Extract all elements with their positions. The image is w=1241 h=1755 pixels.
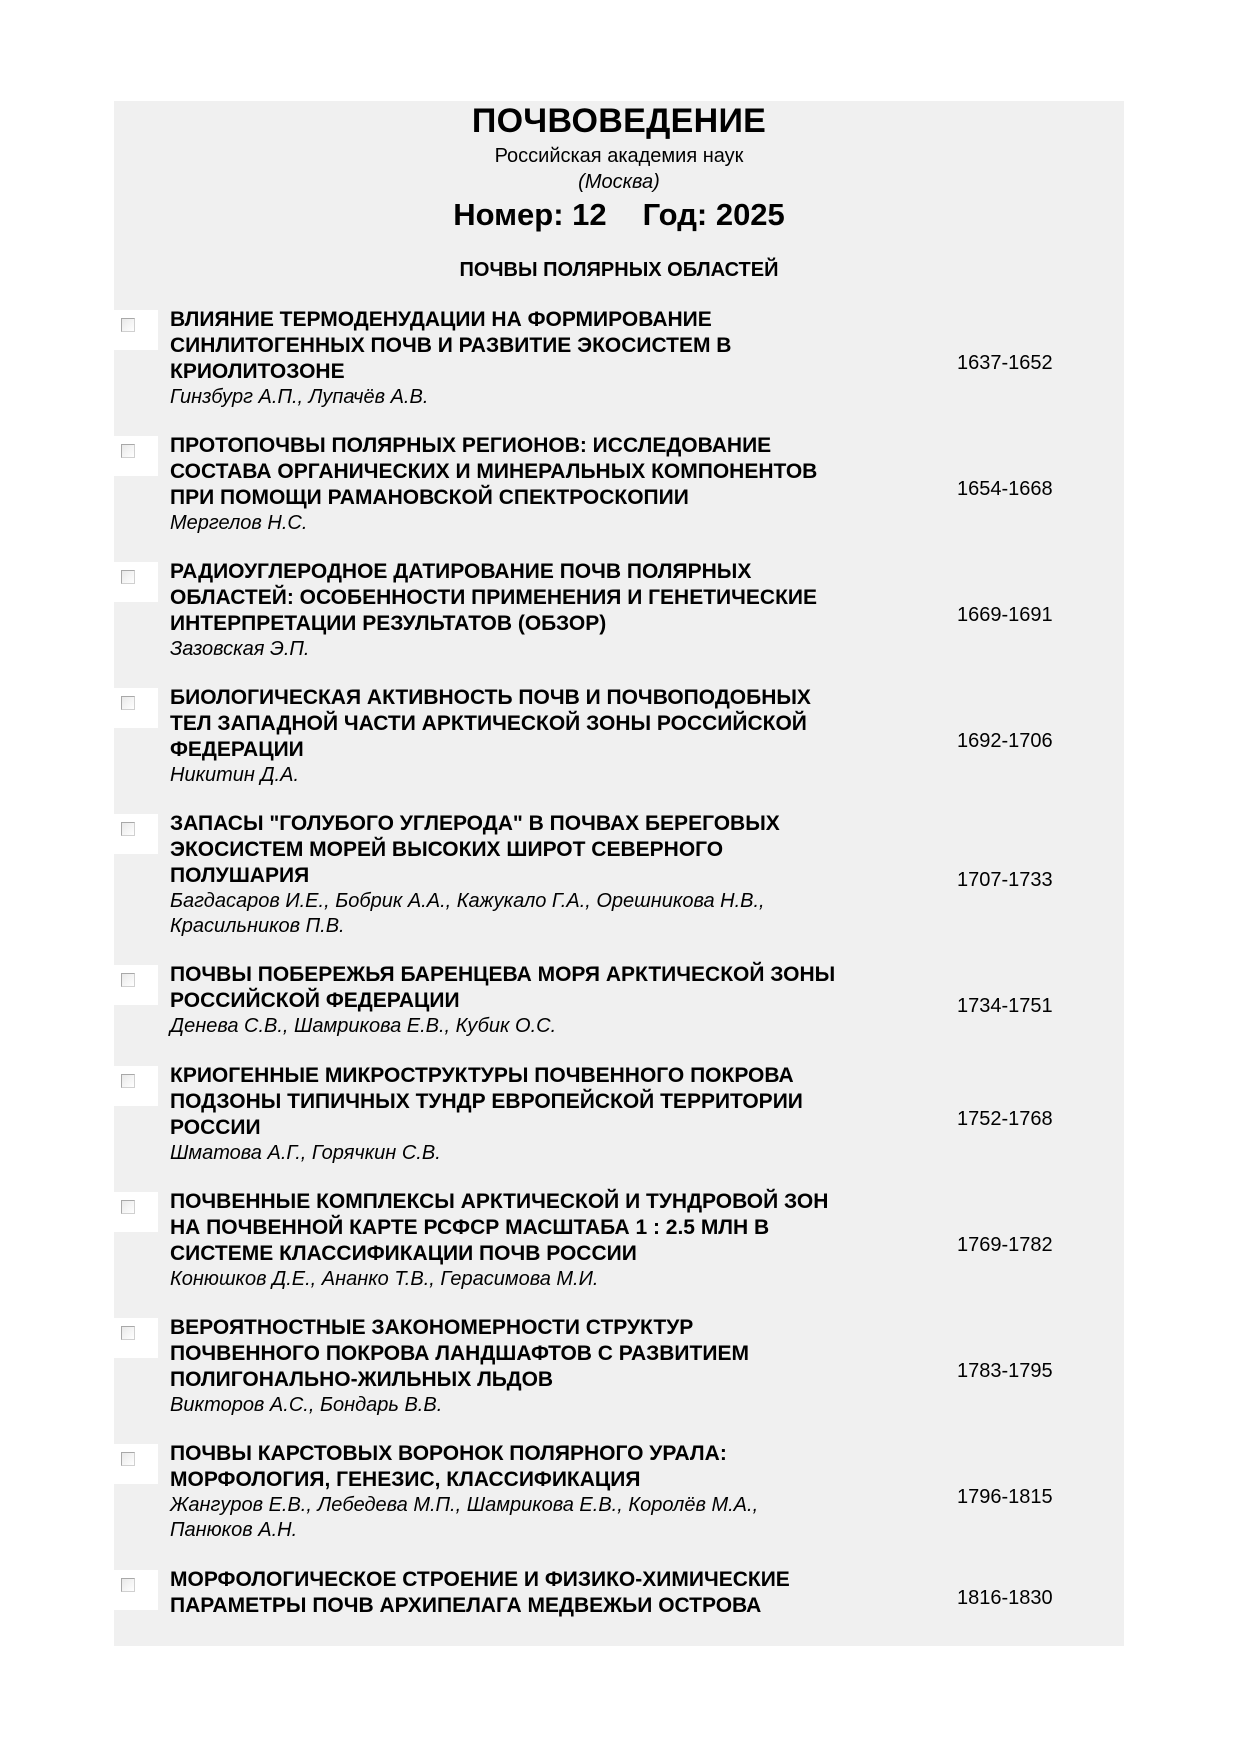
article-pages: 1707-1733 <box>957 869 1053 891</box>
article-checkbox[interactable] <box>114 814 158 854</box>
article-title[interactable]: ЗАПАСЫ "ГОЛУБОГО УГЛЕРОДА" В ПОЧВАХ БЕРЕГОВЫХ ЭКОСИСТЕМ МОРЕЙ ВЫСОКИХ ШИРОТ СЕВЕРНОГО ПОЛУШАРИЯ <box>170 812 780 887</box>
article-title[interactable]: МОРФОЛОГИЧЕСКОЕ СТРОЕНИЕ И ФИЗИКО-ХИМИЧЕСКИЕ ПАРАМЕТРЫ ПОЧВ АРХИПЕЛАГА МЕДВЕЖЬИ ОСТРОВА <box>170 1568 790 1617</box>
article-authors: Зазовская Э.П. <box>170 638 310 660</box>
issue-number: Номер: 12 <box>453 197 607 232</box>
article-authors: Жангуров Е.В., Лебедева М.П., Шамрикова Е.В., Королёв М.А., Панюков А.Н. <box>170 1494 759 1541</box>
journal-title: ПОЧВОВЕДЕНИЕ <box>471 102 767 140</box>
article-title[interactable]: БИОЛОГИЧЕСКАЯ АКТИВНОСТЬ ПОЧВ И ПОЧВОПОДОБНЫХ ТЕЛ ЗАПАДНОЙ ЧАСТИ АРКТИЧЕСКОЙ ЗОНЫ РОССИЙСКОЙ ФЕДЕРАЦИИ <box>170 686 811 761</box>
section-title: ПОЧВЫ ПОЛЯРНЫХ ОБЛАСТЕЙ <box>459 259 779 281</box>
article-pages: 1654-1668 <box>957 478 1053 500</box>
publisher: Российская академия наук <box>494 145 744 167</box>
article-title[interactable]: ПОЧВЫ ПОБЕРЕЖЬЯ БАРЕНЦЕВА МОРЯ АРКТИЧЕСКОЙ ЗОНЫ РОССИЙСКОЙ ФЕДЕРАЦИИ <box>170 963 836 1012</box>
contents-panel <box>114 101 1124 1646</box>
article-pages: 1752-1768 <box>957 1108 1053 1130</box>
article-checkbox[interactable] <box>114 965 158 1005</box>
article-pages: 1692-1706 <box>957 730 1053 752</box>
article-title[interactable]: ВЛИЯНИЕ ТЕРМОДЕНУДАЦИИ НА ФОРМИРОВАНИЕ СИНЛИТОГЕННЫХ ПОЧВ И РАЗВИТИЕ ЭКОСИСТЕМ В КРИОЛИТОЗОНЕ <box>170 308 732 383</box>
article-authors: Конюшков Д.Е., Ананко Т.В., Герасимова М.И. <box>170 1268 599 1290</box>
article-checkbox[interactable] <box>114 1066 158 1106</box>
article-pages: 1783-1795 <box>957 1360 1053 1382</box>
article-title[interactable]: ПОЧВЕННЫЕ КОМПЛЕКСЫ АРКТИЧЕСКОЙ И ТУНДРОВОЙ ЗОН НА ПОЧВЕННОЙ КАРТЕ РСФСР МАСШТАБА 1 : 2.5 МЛН В СИСТЕМЕ КЛАССИФИКАЦИИ ПОЧВ РОССИИ <box>170 1190 829 1265</box>
article-title[interactable]: РАДИОУГЛЕРОДНОЕ ДАТИРОВАНИЕ ПОЧВ ПОЛЯРНЫХ ОБЛАСТЕЙ: ОСОБЕННОСТИ ПРИМЕНЕНИЯ И ГЕНЕТИЧЕСКИЕ ИНТЕРПРЕТАЦИИ РЕЗУЛЬТАТОВ (ОБЗОР) <box>170 560 817 635</box>
article-title[interactable]: ПРОТОПОЧВЫ ПОЛЯРНЫХ РЕГИОНОВ: ИССЛЕДОВАНИЕ СОСТАВА ОРГАНИЧЕСКИХ И МИНЕРАЛЬНЫХ КОМПОНЕНТОВ ПРИ ПОМОЩИ РАМАНОВСКОЙ СПЕКТРОСКОПИИ <box>170 434 818 509</box>
article-pages: 1637-1652 <box>957 352 1053 374</box>
article-checkbox[interactable] <box>114 1444 158 1484</box>
article-checkbox[interactable] <box>114 562 158 602</box>
article-pages: 1734-1751 <box>957 995 1053 1017</box>
article-title[interactable]: ВЕРОЯТНОСТНЫЕ ЗАКОНОМЕРНОСТИ СТРУКТУР ПОЧВЕННОГО ПОКРОВА ЛАНДШАФТОВ С РАЗВИТИЕМ ПОЛИГОНАЛЬНО-ЖИЛЬНЫХ ЛЬДОВ <box>170 1316 749 1391</box>
article-pages: 1816-1830 <box>957 1587 1053 1609</box>
article-checkbox[interactable] <box>114 436 158 476</box>
article-authors: Шматова А.Г., Горячкин С.В. <box>170 1142 441 1164</box>
issue-info <box>114 197 1124 233</box>
article-checkbox[interactable] <box>114 1192 158 1232</box>
article-authors: Гинзбург А.П., Лупачёв А.В. <box>170 386 429 408</box>
article-authors: Багдасаров И.Е., Бобрик А.А., Кажукало Г.А., Орешникова Н.В., Красильников П.В. <box>170 890 765 937</box>
article-authors: Викторов А.С., Бондарь В.В. <box>170 1394 443 1416</box>
article-checkbox[interactable] <box>114 688 158 728</box>
article-title[interactable]: ПОЧВЫ КАРСТОВЫХ ВОРОНОК ПОЛЯРНОГО УРАЛА: МОРФОЛОГИЯ, ГЕНЕЗИС, КЛАССИФИКАЦИЯ <box>170 1442 727 1491</box>
article-pages: 1669-1691 <box>957 604 1053 626</box>
city: (Москва) <box>578 171 660 193</box>
article-checkbox[interactable] <box>114 1570 158 1610</box>
article-pages: 1796-1815 <box>957 1486 1053 1508</box>
article-title[interactable]: КРИОГЕННЫЕ МИКРОСТРУКТУРЫ ПОЧВЕННОГО ПОКРОВА ПОДЗОНЫ ТИПИЧНЫХ ТУНДР ЕВРОПЕЙСКОЙ ТЕРРИТОРИИ РОССИИ <box>170 1064 803 1139</box>
article-checkbox[interactable] <box>114 1318 158 1358</box>
article-authors: Никитин Д.А. <box>170 764 300 786</box>
article-pages: 1769-1782 <box>957 1234 1053 1256</box>
article-checkbox[interactable] <box>114 310 158 350</box>
article-authors: Денева С.В., Шамрикова Е.В., Кубик О.С. <box>170 1015 557 1037</box>
issue-year: Год: 2025 <box>642 197 785 232</box>
article-authors: Мергелов Н.С. <box>170 512 308 534</box>
